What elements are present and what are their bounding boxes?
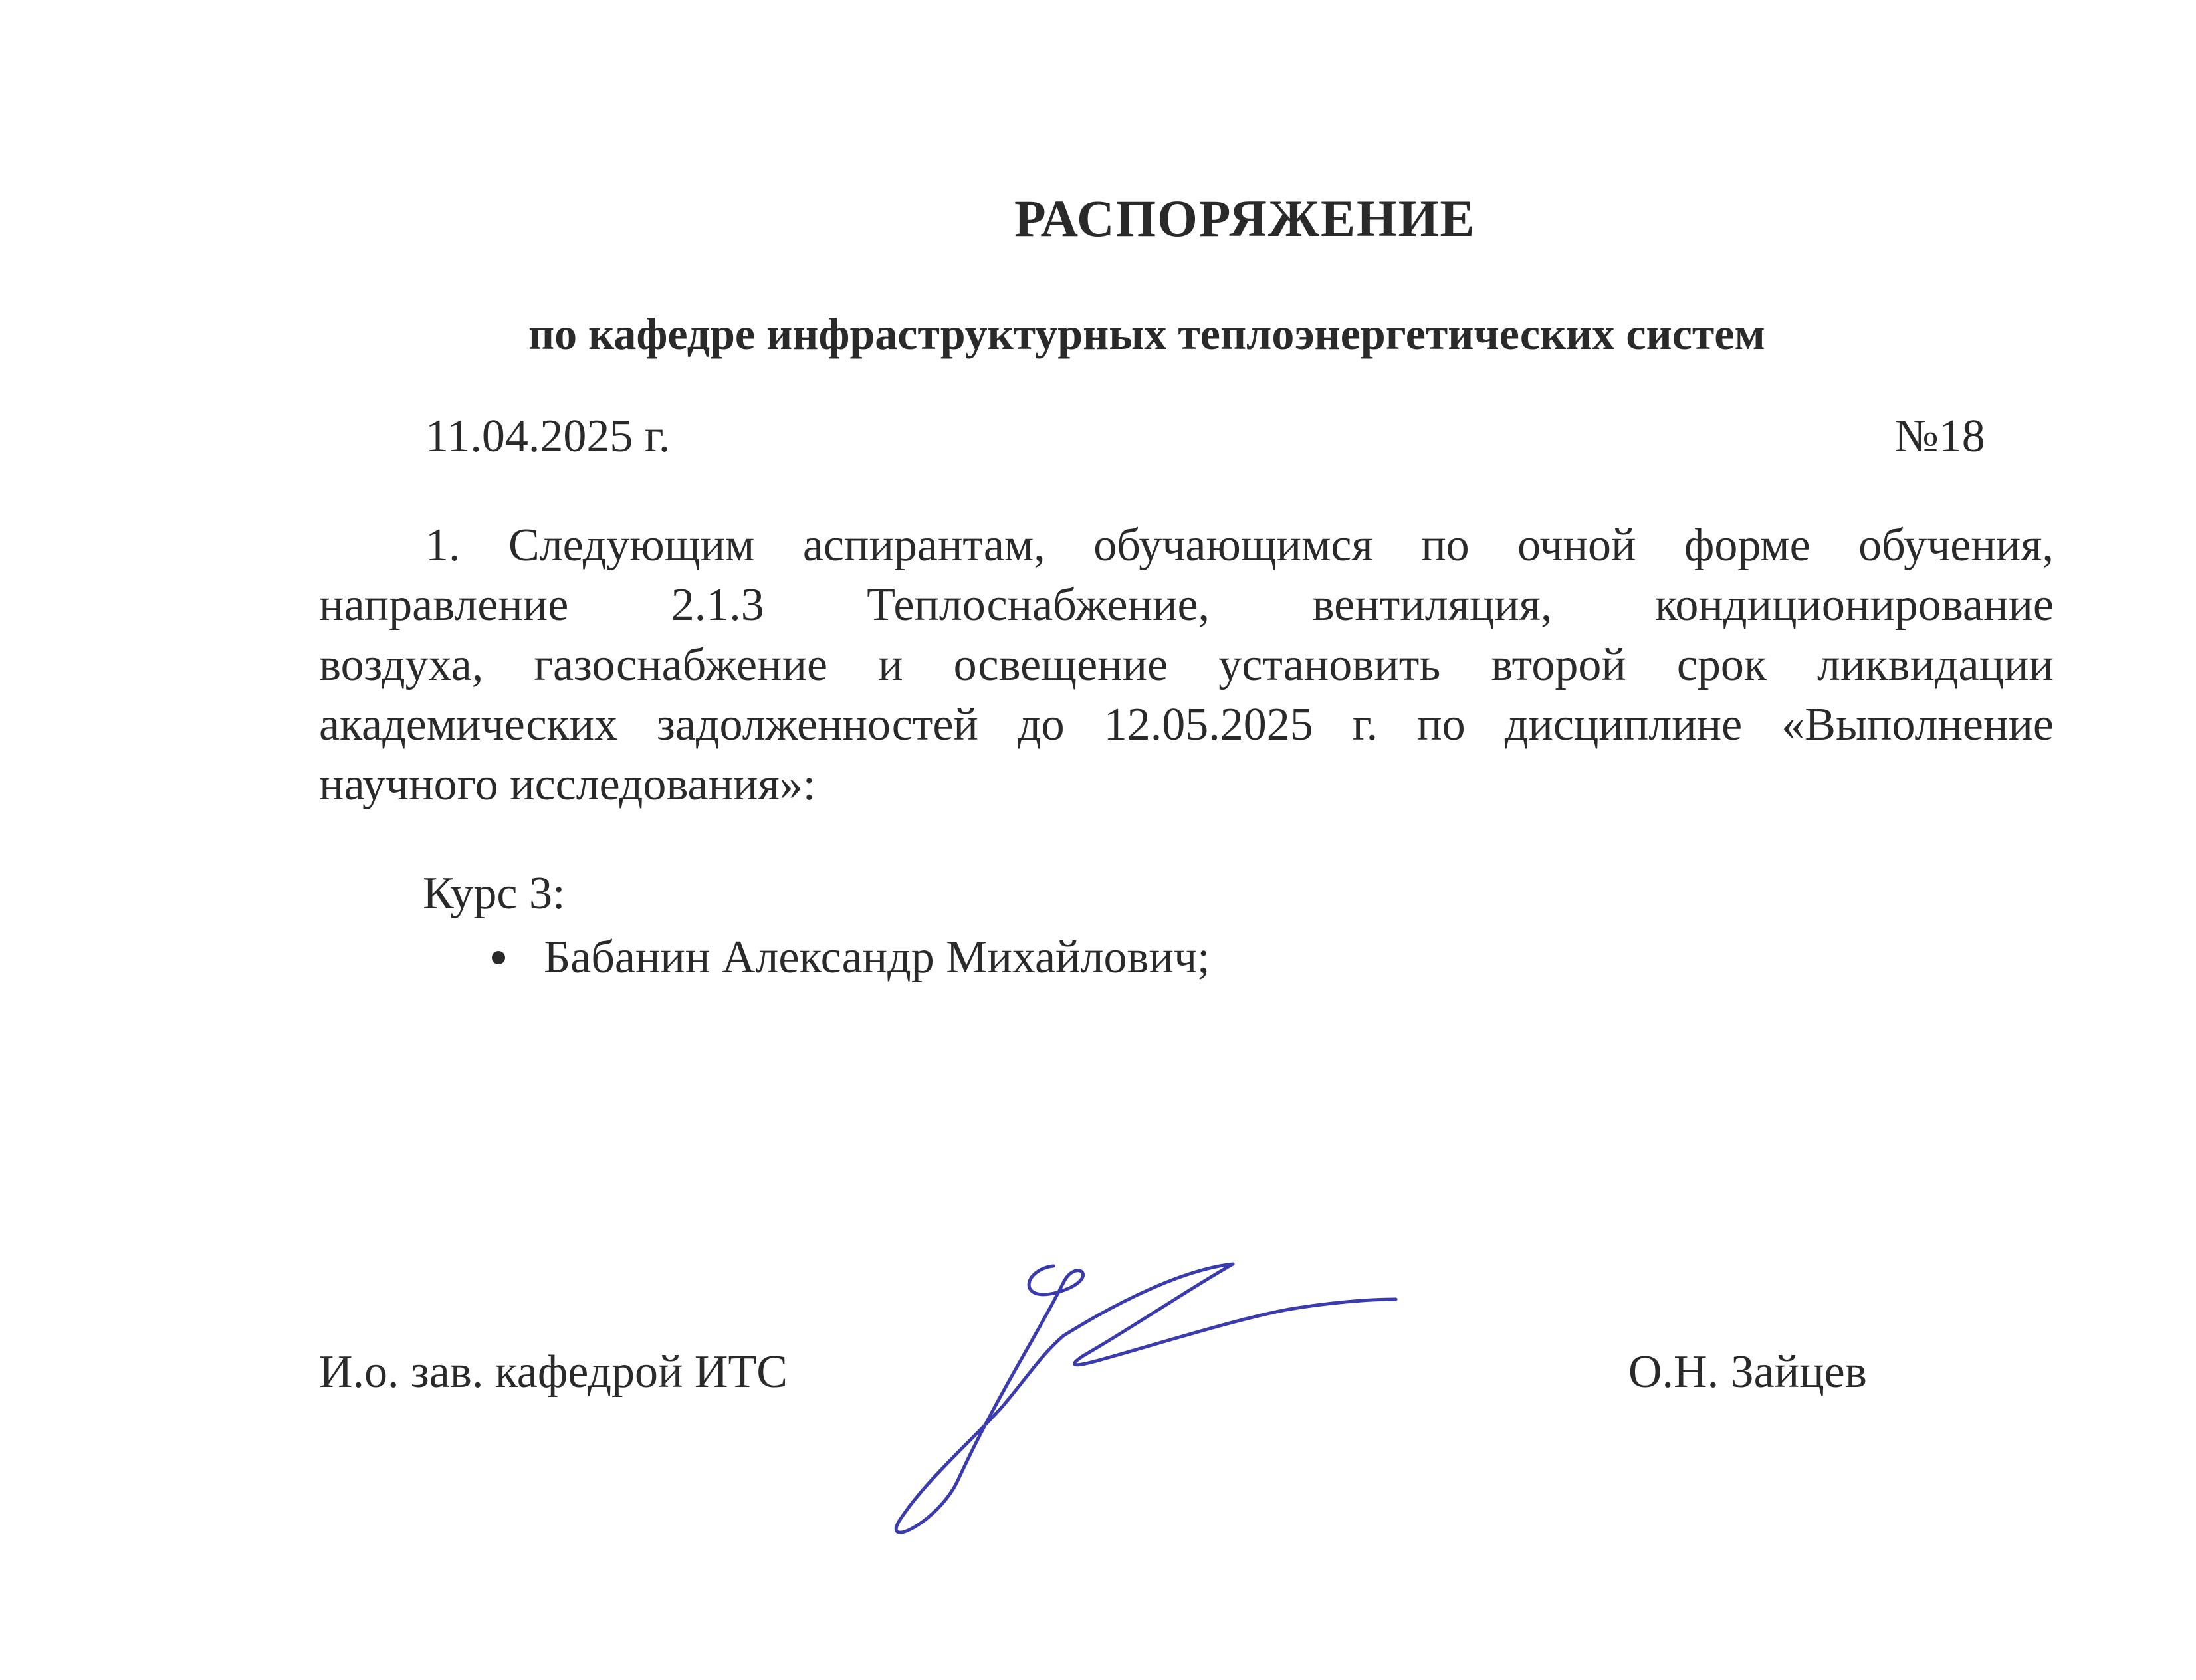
document-date: 11.04.2025 г. <box>425 411 671 462</box>
paragraph-line: направление 2.1.3 Теплоснабжение, вентиляция, кондиционирование <box>319 579 2054 631</box>
paragraph-line: академических задолженностей до 12.05.2025 г. по дисциплине «Выполнение <box>319 699 2054 750</box>
bullet-icon <box>492 951 505 964</box>
student-list-item <box>492 934 1210 981</box>
signer-position: И.о. зав. кафедрой ИТС <box>319 1346 788 1398</box>
handwritten-signature <box>864 1229 1409 1548</box>
paragraph-line: научного исследования»: <box>319 759 816 810</box>
signer-name: О.Н. Зайцев <box>1628 1346 1867 1398</box>
document-title: РАСПОРЯЖЕНИЕ <box>1014 189 1476 247</box>
document-subtitle: по кафедре инфраструктурных теплоэнергетических систем <box>528 308 1765 359</box>
document-number: №18 <box>1894 411 1985 462</box>
order-paragraph <box>319 516 2054 815</box>
paragraph-line: воздуха, газоснабжение и освещение установить второй срок ликвидации <box>319 639 2054 690</box>
course-label: Курс 3: <box>423 868 566 919</box>
paragraph-line: 1. Следующим аспирантам, обучающимся по очной форме обучения, <box>425 520 2054 571</box>
student-name: Бабанин Александр Михайлович; <box>544 932 1210 983</box>
